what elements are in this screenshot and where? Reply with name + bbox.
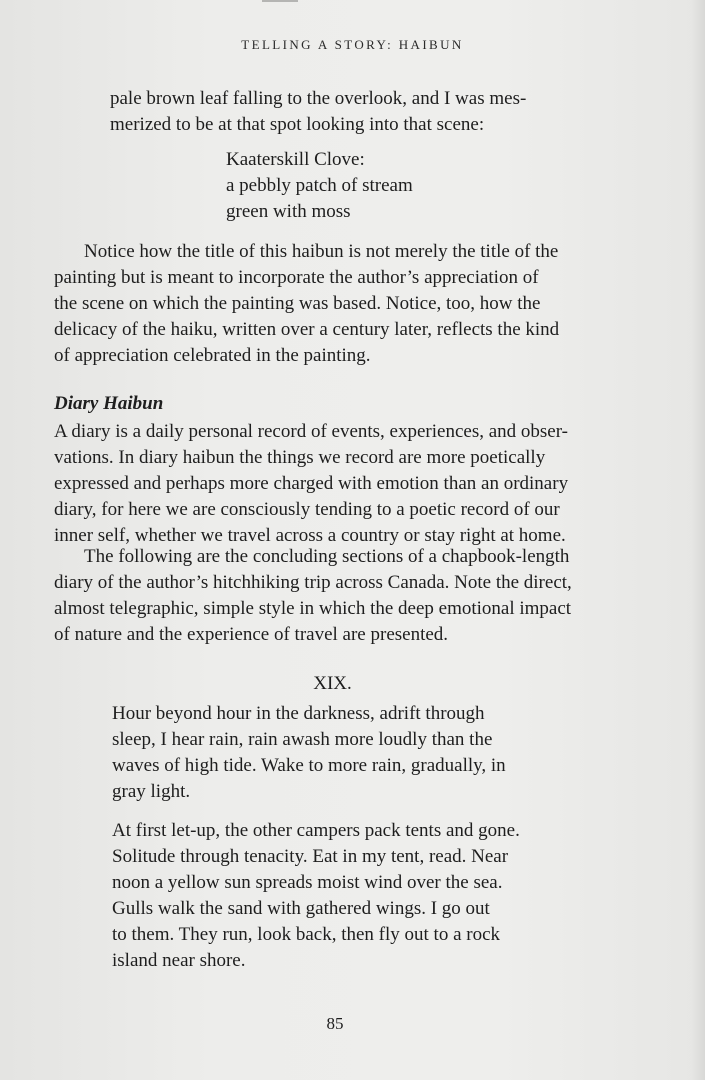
text-line: Notice how the title of this haibun is not merely the title of the [84, 241, 559, 262]
haiku-line: green with moss [226, 201, 351, 222]
text-line: pale brown leaf falling to the overlook, and I was mes- [110, 88, 527, 109]
diary-paragraph [54, 419, 614, 549]
text-line: diary, for here we are consciously tending to a poetic record of our [54, 499, 560, 520]
page-number: 85 [326, 1014, 344, 1033]
text-line: of nature and the experience of travel are presented. [54, 624, 449, 645]
text-line: almost telegraphic, simple style in which the deep emotional impact [54, 598, 572, 619]
haiku [226, 147, 526, 225]
text-line: painting but is meant to incorporate the author’s appreciation of [54, 267, 539, 288]
text-line: Solitude through tenacity. Eat in my tent, read. Near [112, 846, 509, 867]
text-line: of appreciation celebrated in the painting. [54, 345, 371, 366]
text-line: expressed and perhaps more charged with emotion than an ordinary [54, 473, 569, 494]
text-line: vations. In diary haibun the things we record are more poetically [54, 447, 546, 468]
text-line: inner self, whether we travel across a country or stay right at home. [54, 525, 566, 546]
text-line: noon a yellow sun spreads moist wind over the sea. [112, 872, 503, 893]
section-number: XIX. [313, 673, 352, 694]
haiku-line: a pebbly patch of stream [226, 175, 413, 196]
diary-excerpt-1 [112, 701, 562, 805]
running-head: TELLING A STORY: HAIBUN [241, 37, 464, 52]
text-line: Hour beyond hour in the darkness, adrift through [112, 703, 485, 724]
text-line: to them. They run, look back, then fly out to a rock [112, 924, 501, 945]
text-line: sleep, I hear rain, rain awash more loudly than the [112, 729, 493, 750]
text-line: Gulls walk the sand with gathered wings. I go out [112, 898, 490, 919]
continuation-paragraph [110, 86, 555, 138]
text-line: island near shore. [112, 950, 246, 971]
notice-paragraph [54, 239, 614, 369]
text-line: A diary is a daily personal record of events, experiences, and obser- [54, 421, 569, 442]
diary-excerpt-2 [112, 818, 562, 974]
text-line: delicacy of the haiku, written over a century later, reflects the kind [54, 319, 560, 340]
text-line: diary of the author’s hitchhiking trip across Canada. Note the direct, [54, 572, 572, 593]
haiku-line: Kaaterskill Clove: [226, 149, 365, 170]
following-paragraph [54, 544, 614, 648]
text-line: At first let-up, the other campers pack tents and gone. [112, 820, 520, 841]
text-line: The following are the concluding sections of a chapbook-length [84, 546, 570, 567]
section-heading: Diary Haibun [54, 393, 164, 414]
top-edge-mark [262, 0, 298, 2]
text-line: gray light. [112, 781, 191, 802]
text-line: the scene on which the painting was based. Notice, too, how the [54, 293, 541, 314]
text-line: waves of high tide. Wake to more rain, gradually, in [112, 755, 506, 776]
text-line: merized to be at that spot looking into that scene: [110, 114, 485, 135]
